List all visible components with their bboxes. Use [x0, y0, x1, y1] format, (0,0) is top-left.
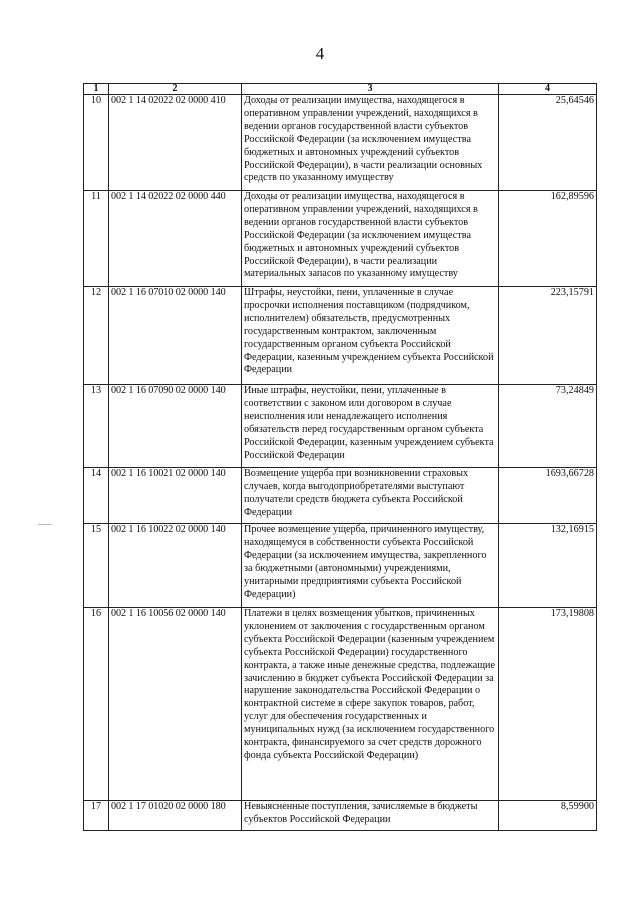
revenue-description: Доходы от реализации имущества, находящегося в оперативном управлении учреждений, находящихся в ведении органов государственной власти субъектов Российской Федерации (за исключением имущества бюджетных и автономных учреждений субъектов Российской Федерации), в части реализации материальных запасов по указанному имуществу — [242, 191, 499, 287]
header-row — [84, 84, 597, 95]
table-row — [84, 468, 597, 524]
header-col-1: 1 — [84, 84, 109, 95]
header-col-3: 3 — [242, 84, 499, 95]
margin-mark — [38, 524, 52, 525]
amount: 25,64546 — [499, 95, 597, 191]
budget-code: 002 1 16 10021 02 0000 140 — [109, 468, 242, 524]
revenue-table — [83, 83, 597, 831]
row-number: 16 — [84, 608, 109, 801]
budget-code: 002 1 16 10056 02 0000 140 — [109, 608, 242, 801]
header-col-2: 2 — [109, 84, 242, 95]
revenue-description: Невыясненные поступления, зачисляемые в бюджеты субъектов Российской Федерации — [242, 801, 499, 831]
table-row — [84, 801, 597, 831]
row-number: 12 — [84, 287, 109, 385]
budget-code: 002 1 14 02022 02 0000 410 — [109, 95, 242, 191]
row-number: 13 — [84, 385, 109, 468]
budget-code: 002 1 14 02022 02 0000 440 — [109, 191, 242, 287]
row-number: 11 — [84, 191, 109, 287]
amount: 132,16915 — [499, 524, 597, 608]
table-row — [84, 524, 597, 608]
amount: 73,24849 — [499, 385, 597, 468]
row-number: 14 — [84, 468, 109, 524]
row-number: 10 — [84, 95, 109, 191]
page-number: 4 — [315, 44, 325, 63]
amount: 223,15791 — [499, 287, 597, 385]
budget-code: 002 1 16 07010 02 0000 140 — [109, 287, 242, 385]
budget-code: 002 1 17 01020 02 0000 180 — [109, 801, 242, 831]
amount: 1693,66728 — [499, 468, 597, 524]
table-row — [84, 95, 597, 191]
table-row — [84, 385, 597, 468]
amount: 173,19808 — [499, 608, 597, 801]
revenue-description: Штрафы, неустойки, пени, уплаченные в случае просрочки исполнения поставщиком (подрядчиком, исполнителем) обязательств, предусмотренных государственным контрактом, заключенным государственным органом субъекта Российской Федерации, казенным учреждением субъекта Российской Федерации — [242, 287, 499, 385]
table-row — [84, 287, 597, 385]
table-row — [84, 191, 597, 287]
amount: 8,59900 — [499, 801, 597, 831]
table-row — [84, 608, 597, 801]
budget-code: 002 1 16 07090 02 0000 140 — [109, 385, 242, 468]
budget-code: 002 1 16 10022 02 0000 140 — [109, 524, 242, 608]
revenue-description: Иные штрафы, неустойки, пени, уплаченные в соответствии с законом или договором в случае неисполнения или ненадлежащего исполнения обязательств перед государственным органом субъекта Российской Федерации, казенным учреждением субъекта Российской Федерации — [242, 385, 499, 468]
revenue-description: Прочее возмещение ущерба, причиненного имуществу, находящемуся в собственности субъекта Российской Федерации (за исключением имущества, закрепленного за бюджетными (автономными) учреждениями, унитарными предприятиями субъекта Российской Федерации) — [242, 524, 499, 608]
row-number: 17 — [84, 801, 109, 831]
revenue-description: Платежи в целях возмещения убытков, причиненных уклонением от заключения с государственным органом субъекта Российской Федерации (казенным учреждением субъекта Российской Федерации) государственного контракта, а также иные денежные средства, подлежащие зачислению в бюджет субъекта Российской Федерации за нарушение законодательства Российской Федерации о контрактной системе в сфере закупок товаров, работ, услуг для обеспечения государственных и муниципальных нужд (за исключением государственного контракта, финансируемого за счет средств дорожного фонда субъекта Российской Федерации) — [242, 608, 499, 801]
header-col-4: 4 — [499, 84, 597, 95]
revenue-description: Доходы от реализации имущества, находящегося в оперативном управлении учреждений, находящихся в ведении органов государственной власти субъектов Российской Федерации (за исключением имущества бюджетных и автономных учреждений субъектов Российской Федерации), в части реализации основных средств по указанному имуществу — [242, 95, 499, 191]
revenue-description: Возмещение ущерба при возникновении страховых случаев, когда выгодоприобретателями выступают получатели средств бюджета субъекта Российской Федерации — [242, 468, 499, 524]
amount: 162,89596 — [499, 191, 597, 287]
row-number: 15 — [84, 524, 109, 608]
